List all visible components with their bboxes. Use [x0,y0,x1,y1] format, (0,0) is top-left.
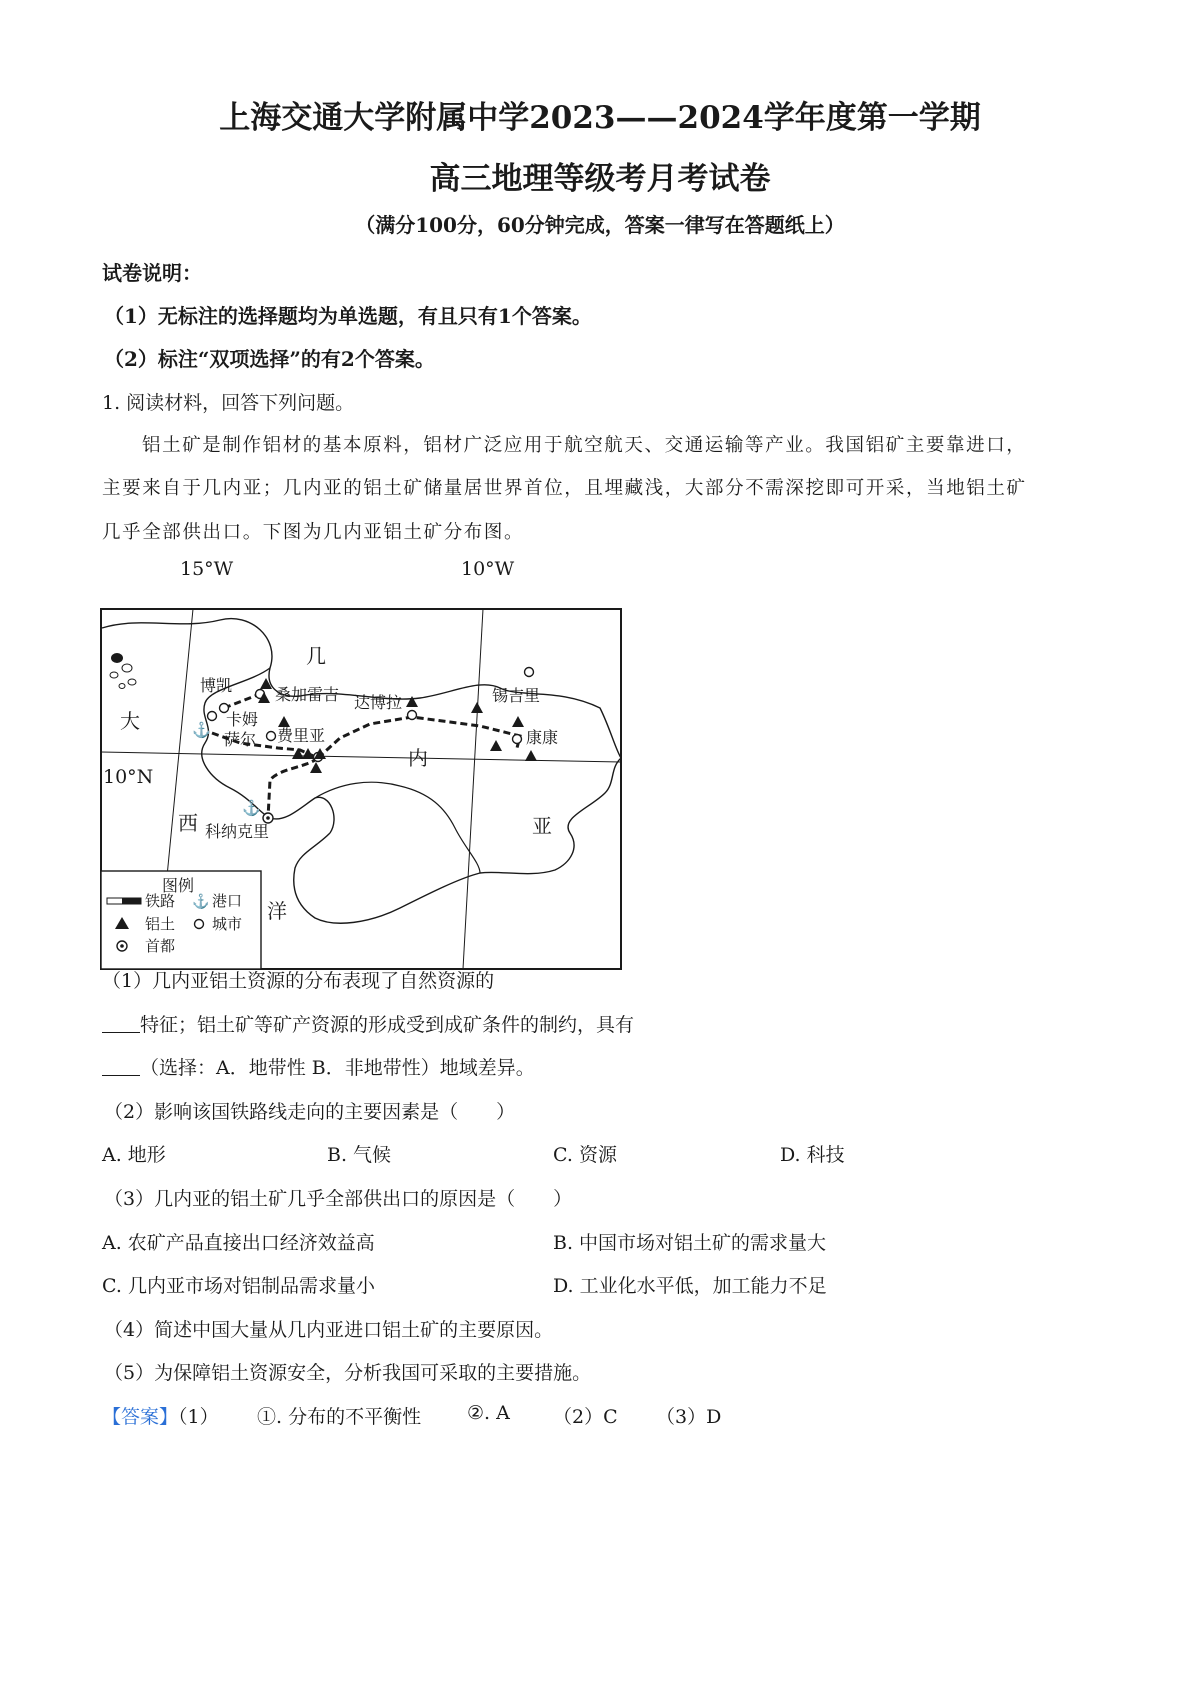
sub3-option-b[interactable]: B. 中国市场对铝土矿的需求量大 [553,1232,827,1254]
legend-city-icon [195,920,204,929]
legend-port-label: 港口 [212,892,243,910]
city-label-siguiri: 锡吉里 [492,686,541,705]
legend-railway-label: 铁路 [145,892,176,910]
city-marker-kamsar [208,712,217,721]
instruction-item-1: （1）无标注的选择题均为单选题，有且只有1个答案。 [104,304,592,328]
city-label-fria: 费里亚 [277,726,326,745]
answer-label: 【答案】 [102,1406,179,1428]
legend-bauxite-label: 铝土 [145,915,176,933]
answer-a1: ①. 分布的不平衡性 [257,1406,422,1428]
lon-label-15w: 15°W [180,558,234,580]
sub3-stem: （3）几内亚的铝土矿几乎全部供出口的原因是（ ） [104,1188,573,1210]
legend-capital-label: 首都 [145,937,176,955]
city-marker-siguiri [525,668,534,677]
capital-marker-conakry-dot [266,816,270,820]
city-label-kamsar-2: 萨尔 [224,730,257,749]
port-icon: ⚓ [192,721,211,739]
city-label-conakry: 科纳克里 [205,822,270,841]
lon-label-10w: 10°W [461,558,515,580]
lat-label-10n-text: 10°N [103,766,157,788]
sub2-option-d[interactable]: D. 科技 [780,1144,845,1166]
question-1-prompt: 1. 阅读材料，回答下列问题。 [102,392,355,414]
sub1-line2: 特征；铝土矿等矿产资源的形成受到成矿条件的制约，具有 [140,1014,635,1036]
sub1-line3: （选择：A．地带性 B．非地带性）地域差异。 [140,1057,535,1079]
exam-title-line2: 高三地理等级考月考试卷 [429,161,771,197]
sub1-line3-row [102,1053,535,1080]
ocean-char-da: 大 [120,709,140,733]
port-icon: ⚓ [242,799,261,817]
answer-a4: （3）D [656,1406,722,1428]
sub1-line2-row [102,1010,634,1037]
ocean-char-yang: 洋 [267,899,287,923]
sub2-option-b[interactable]: B. 气候 [327,1144,392,1166]
exam-title-line1: 上海交通大学附属中学2023——2024学年度第一学期 [219,100,981,136]
country-char-ji: 几 [306,644,326,668]
country-char-nei: 内 [408,746,428,770]
answer-blank-1[interactable] [102,1014,140,1033]
sub2-option-a[interactable]: A. 地形 [102,1144,166,1166]
answer-a3: （2）C [553,1406,618,1428]
sub5-stem: （5）为保障铝土资源安全，分析我国可采取的主要措施。 [104,1362,592,1384]
sub1-line1: （1）几内亚铝土资源的分布表现了自然资源的 [102,970,495,992]
sub3-option-d[interactable]: D. 工业化水平低，加工能力不足 [553,1275,827,1297]
map-legend [101,871,261,969]
legend-port-icon: ⚓ [192,894,210,910]
city-label-boke: 博凯 [200,676,233,695]
material-line-3: 几乎全部供出口。下图为几内亚铝土矿分布图。 [102,522,525,543]
country-char-ya: 亚 [532,814,552,838]
sub4-stem: （4）简述中国大量从几内亚进口铝土矿的主要原因。 [104,1319,554,1341]
material-line-1: 铝土矿是制作铝材的基本原料，铝材广泛应用于航空航天、交通运输等产业。我国铝矿主要靠进口， [142,435,1027,456]
sub3-option-a[interactable]: A. 农矿产品直接出口经济效益高 [102,1232,375,1254]
answer-blank-2[interactable] [102,1057,140,1076]
legend-title: 图例 [162,876,195,895]
city-label-sangaredi: 桑加雷吉 [275,685,340,704]
instructions-heading: 试卷说明： [102,261,202,285]
sub2-option-c[interactable]: C. 资源 [553,1144,617,1166]
city-marker-dabola [408,711,417,720]
answer-part1: （1） [178,1406,219,1428]
instruction-item-2: （2）标注“双项选择”的有2个答案。 [104,347,435,371]
sub2-stem: （2）影响该国铁路线走向的主要因素是（ ） [104,1101,516,1123]
city-label-kamsar-1: 卡姆 [226,710,259,729]
answer-a2: ②. A [467,1402,510,1424]
city-marker-kankan [513,735,522,744]
material-line-2: 主要来自于几内亚；几内亚的铝土矿储量居世界首位，且埋藏浅，大部分不需深挖即可开采，当地铝土矿 [102,478,1027,499]
island [111,653,123,663]
answer-line [102,1402,219,1429]
ocean-char-xi: 西 [178,811,198,835]
city-label-dabola: 达博拉 [354,693,403,712]
legend-city-label: 城市 [212,915,243,933]
exam-subtitle: （满分100分，60分钟完成，答案一律写在答题纸上） [355,213,845,237]
city-marker-fria [267,732,276,741]
city-label-kankan: 康康 [526,728,559,747]
sub3-option-c[interactable]: C. 几内亚市场对铝制品需求量小 [102,1275,375,1297]
